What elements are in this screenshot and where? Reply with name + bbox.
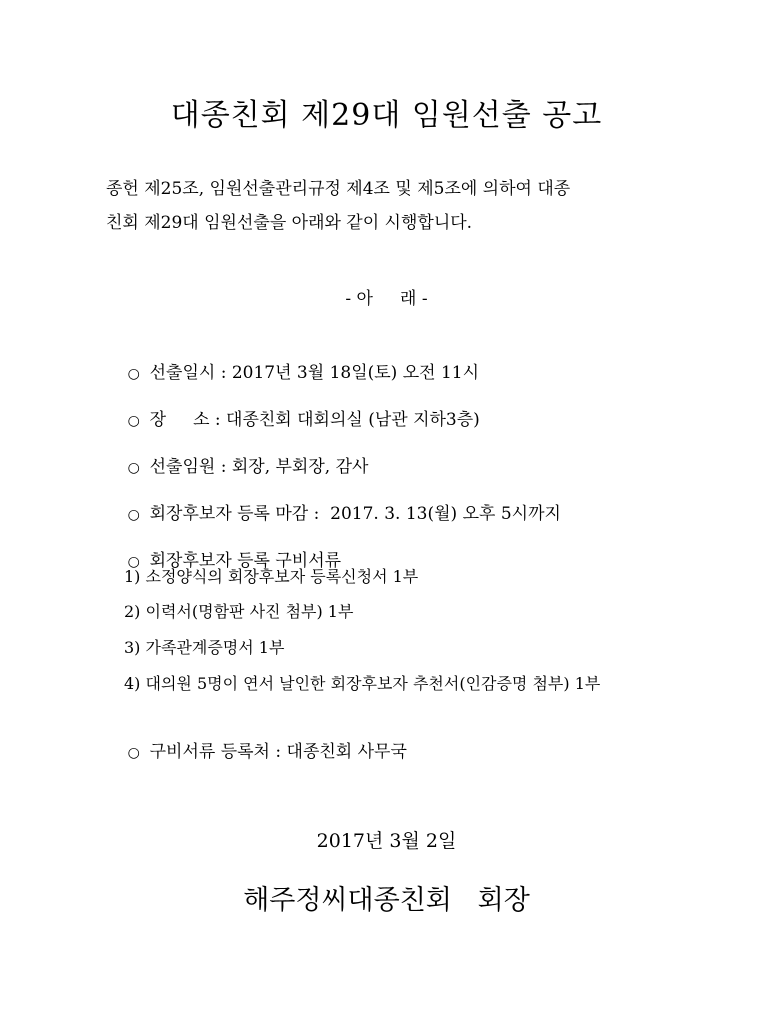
bullet-circle-icon: ○ [127, 366, 140, 382]
document-date: 2017년 3월 2일 [316, 830, 457, 852]
item-text: 장 소 : 대종친회 대회의실 (남관 지하3층) [149, 410, 480, 430]
sub-item-resume: 2) 이력서(명함판 사진 첨부) 1부 [124, 602, 354, 621]
bullet-circle-icon: ○ [127, 507, 140, 523]
sub-item-family-cert: 3) 가족관계증명서 1부 [124, 638, 285, 657]
item-text: 구비서류 등록처 : 대종친회 사무국 [149, 742, 407, 762]
document-title: 대종친회 제29대 임원선출 공고 [170, 98, 603, 133]
document-signer: 해주정씨대종친회 회장 [243, 885, 530, 916]
item-text: 회장후보자 등록 구비서류 [149, 551, 342, 571]
item-text: 선출일시 : 2017년 3월 18일(토) 오전 11시 [149, 363, 480, 383]
sub-item-recommendation: 4) 대의원 5명이 연서 날인한 회장후보자 추천서(인감증명 첨부) 1부 [124, 674, 601, 693]
item-text: 회장후보자 등록 마감 : 2017. 3. 13(월) 오후 5시까지 [149, 504, 561, 524]
intro-paragraph [106, 172, 681, 240]
item-submission-office [106, 717, 407, 782]
are-heading: - 아 래 - [345, 289, 428, 309]
bullet-circle-icon: ○ [127, 554, 140, 570]
intro-line-2: 친회 제29대 임원선출을 아래와 같이 시행합니다. [106, 213, 473, 233]
bullet-circle-icon: ○ [127, 745, 140, 761]
item-text: 선출임원 : 회장, 부회장, 감사 [149, 457, 369, 477]
intro-line-1: 종헌 제25조, 임원선출관리규정 제4조 및 제5조에 의하여 대종 [106, 179, 571, 199]
bullet-circle-icon: ○ [127, 460, 140, 476]
sub-item-application: 1) 소정양식의 회장후보자 등록신청서 1부 [124, 567, 419, 586]
bullet-circle-icon: ○ [127, 413, 140, 429]
